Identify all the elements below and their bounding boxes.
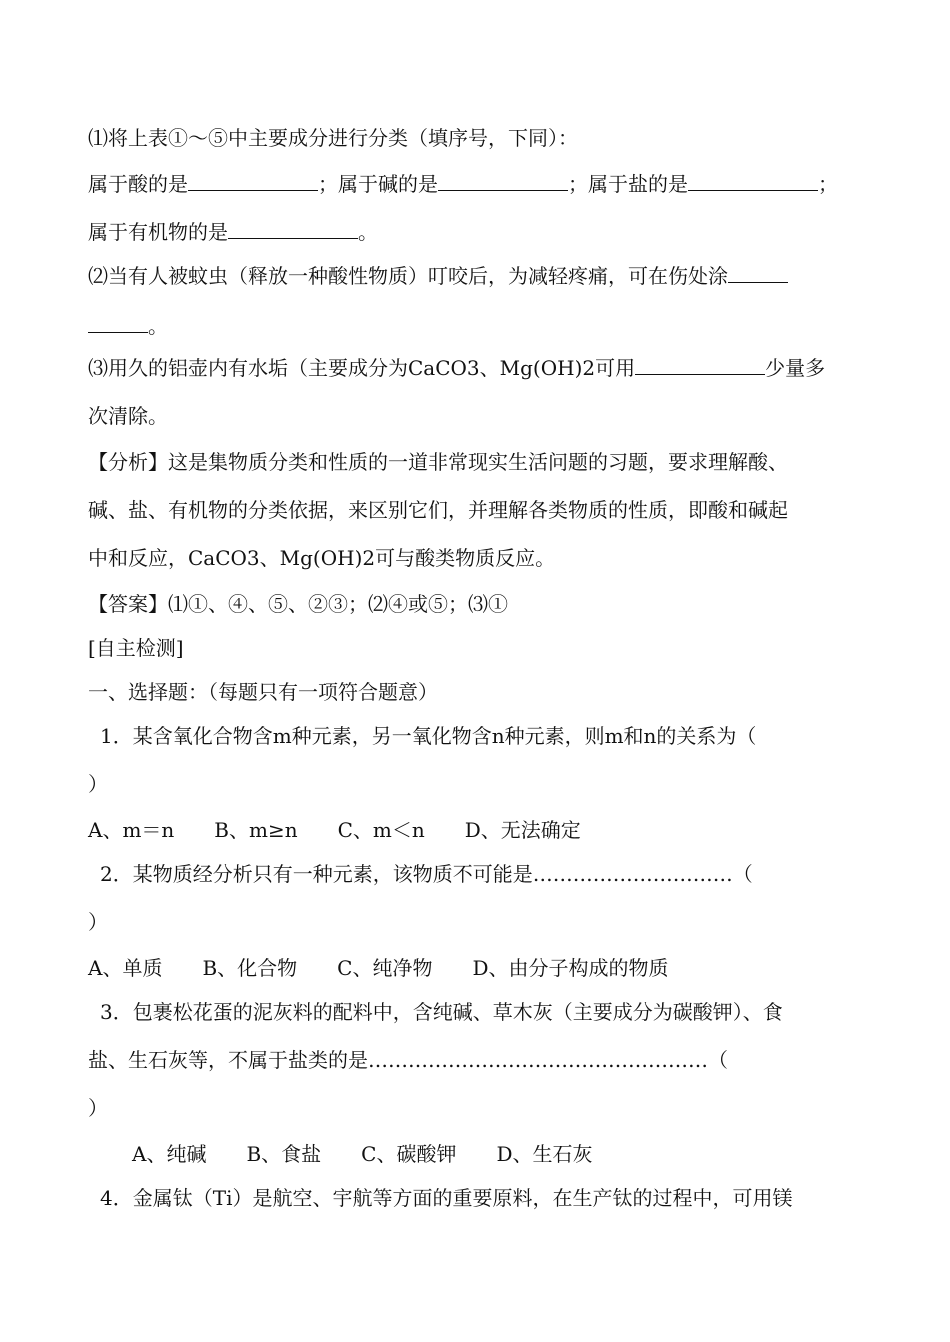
question-part-3-text: ⑶用久的铝壶内有水垢（主要成分为CaCO3、Mg(OH)2可用: [88, 356, 636, 380]
question-3-text-line-2: 盐、生石灰等，不属于盐类的是……………………………………………（: [88, 1048, 728, 1072]
analysis-line-1: 【分析】这是集物质分类和性质的一道非常现实生活问题的习题，要求理解酸、: [88, 450, 788, 474]
question-part-3: [88, 356, 825, 380]
part2-period: 。: [148, 314, 168, 338]
question-part-3-continued: 次清除。: [88, 404, 168, 428]
question-1-options: A、m＝n B、m≥n C、m＜n D、无法确定: [88, 818, 581, 842]
organic-blank[interactable]: [228, 220, 358, 239]
question-2-text: 2．某物质经分析只有一种元素，该物质不可能是…………………………（: [100, 862, 753, 886]
part2-blank-a[interactable]: [728, 264, 788, 283]
salt-blank[interactable]: [688, 172, 818, 191]
base-blank[interactable]: [438, 172, 568, 191]
salt-label: ；属于盐的是: [568, 172, 688, 196]
question-3-close-paren: ）: [88, 1096, 108, 1120]
self-check-heading: [自主检测]: [88, 636, 184, 660]
question-part-3-tail: 少量多: [765, 356, 826, 380]
part2-blank-b[interactable]: [88, 314, 148, 333]
base-label: ；属于碱的是: [318, 172, 438, 196]
question-1-close-paren: ）: [88, 772, 108, 796]
question-2-close-paren: ）: [88, 910, 108, 934]
analysis-line-2: 碱、盐、有机物的分类依据，来区别它们，并理解各类物质的性质，即酸和碱起: [88, 498, 788, 522]
question-part-1: ⑴将上表①～⑤中主要成分进行分类（填序号，下同）：: [88, 126, 578, 150]
classification-line: [88, 172, 838, 196]
question-4-text: 4．金属钛（Ti）是航空、宇航等方面的重要原料，在生产钛的过程中，可用镁: [100, 1186, 793, 1210]
question-part-2-continued: [88, 314, 168, 338]
question-part-2-text: ⑵当有人被蚊虫（释放一种酸性物质）叮咬后，为减轻疼痛，可在伤处涂: [88, 264, 728, 288]
analysis-line-3: 中和反应，CaCO3、Mg(OH)2可与酸类物质反应。: [88, 546, 556, 570]
question-part-2: [88, 264, 788, 288]
semicolon-end: ；: [818, 172, 838, 196]
question-2-options: A、单质 B、化合物 C、纯净物 D、由分子构成的物质: [88, 956, 669, 980]
question-3-options: A、纯碱 B、食盐 C、碳酸钾 D、生石灰: [132, 1142, 593, 1166]
answer-line: 【答案】⑴①、④、⑤、②③；⑵④或⑤；⑶①: [88, 592, 508, 616]
organic-period: 。: [358, 220, 378, 244]
organic-label: 属于有机物的是: [88, 220, 228, 244]
question-3-text-line-1: 3．包裹松花蛋的泥灰料的配料中，含纯碱、草木灰（主要成分为碳酸钾）、食: [100, 1000, 783, 1024]
section-title: 一、选择题：（每题只有一项符合题意）: [88, 680, 438, 704]
acid-label: 属于酸的是: [88, 172, 188, 196]
question-1-text: 1．某含氧化合物含m种元素，另一氧化物含n种元素，则m和n的关系为（: [100, 724, 757, 748]
acid-blank[interactable]: [188, 172, 318, 191]
organic-line: [88, 220, 378, 244]
part3-blank[interactable]: [635, 356, 765, 375]
